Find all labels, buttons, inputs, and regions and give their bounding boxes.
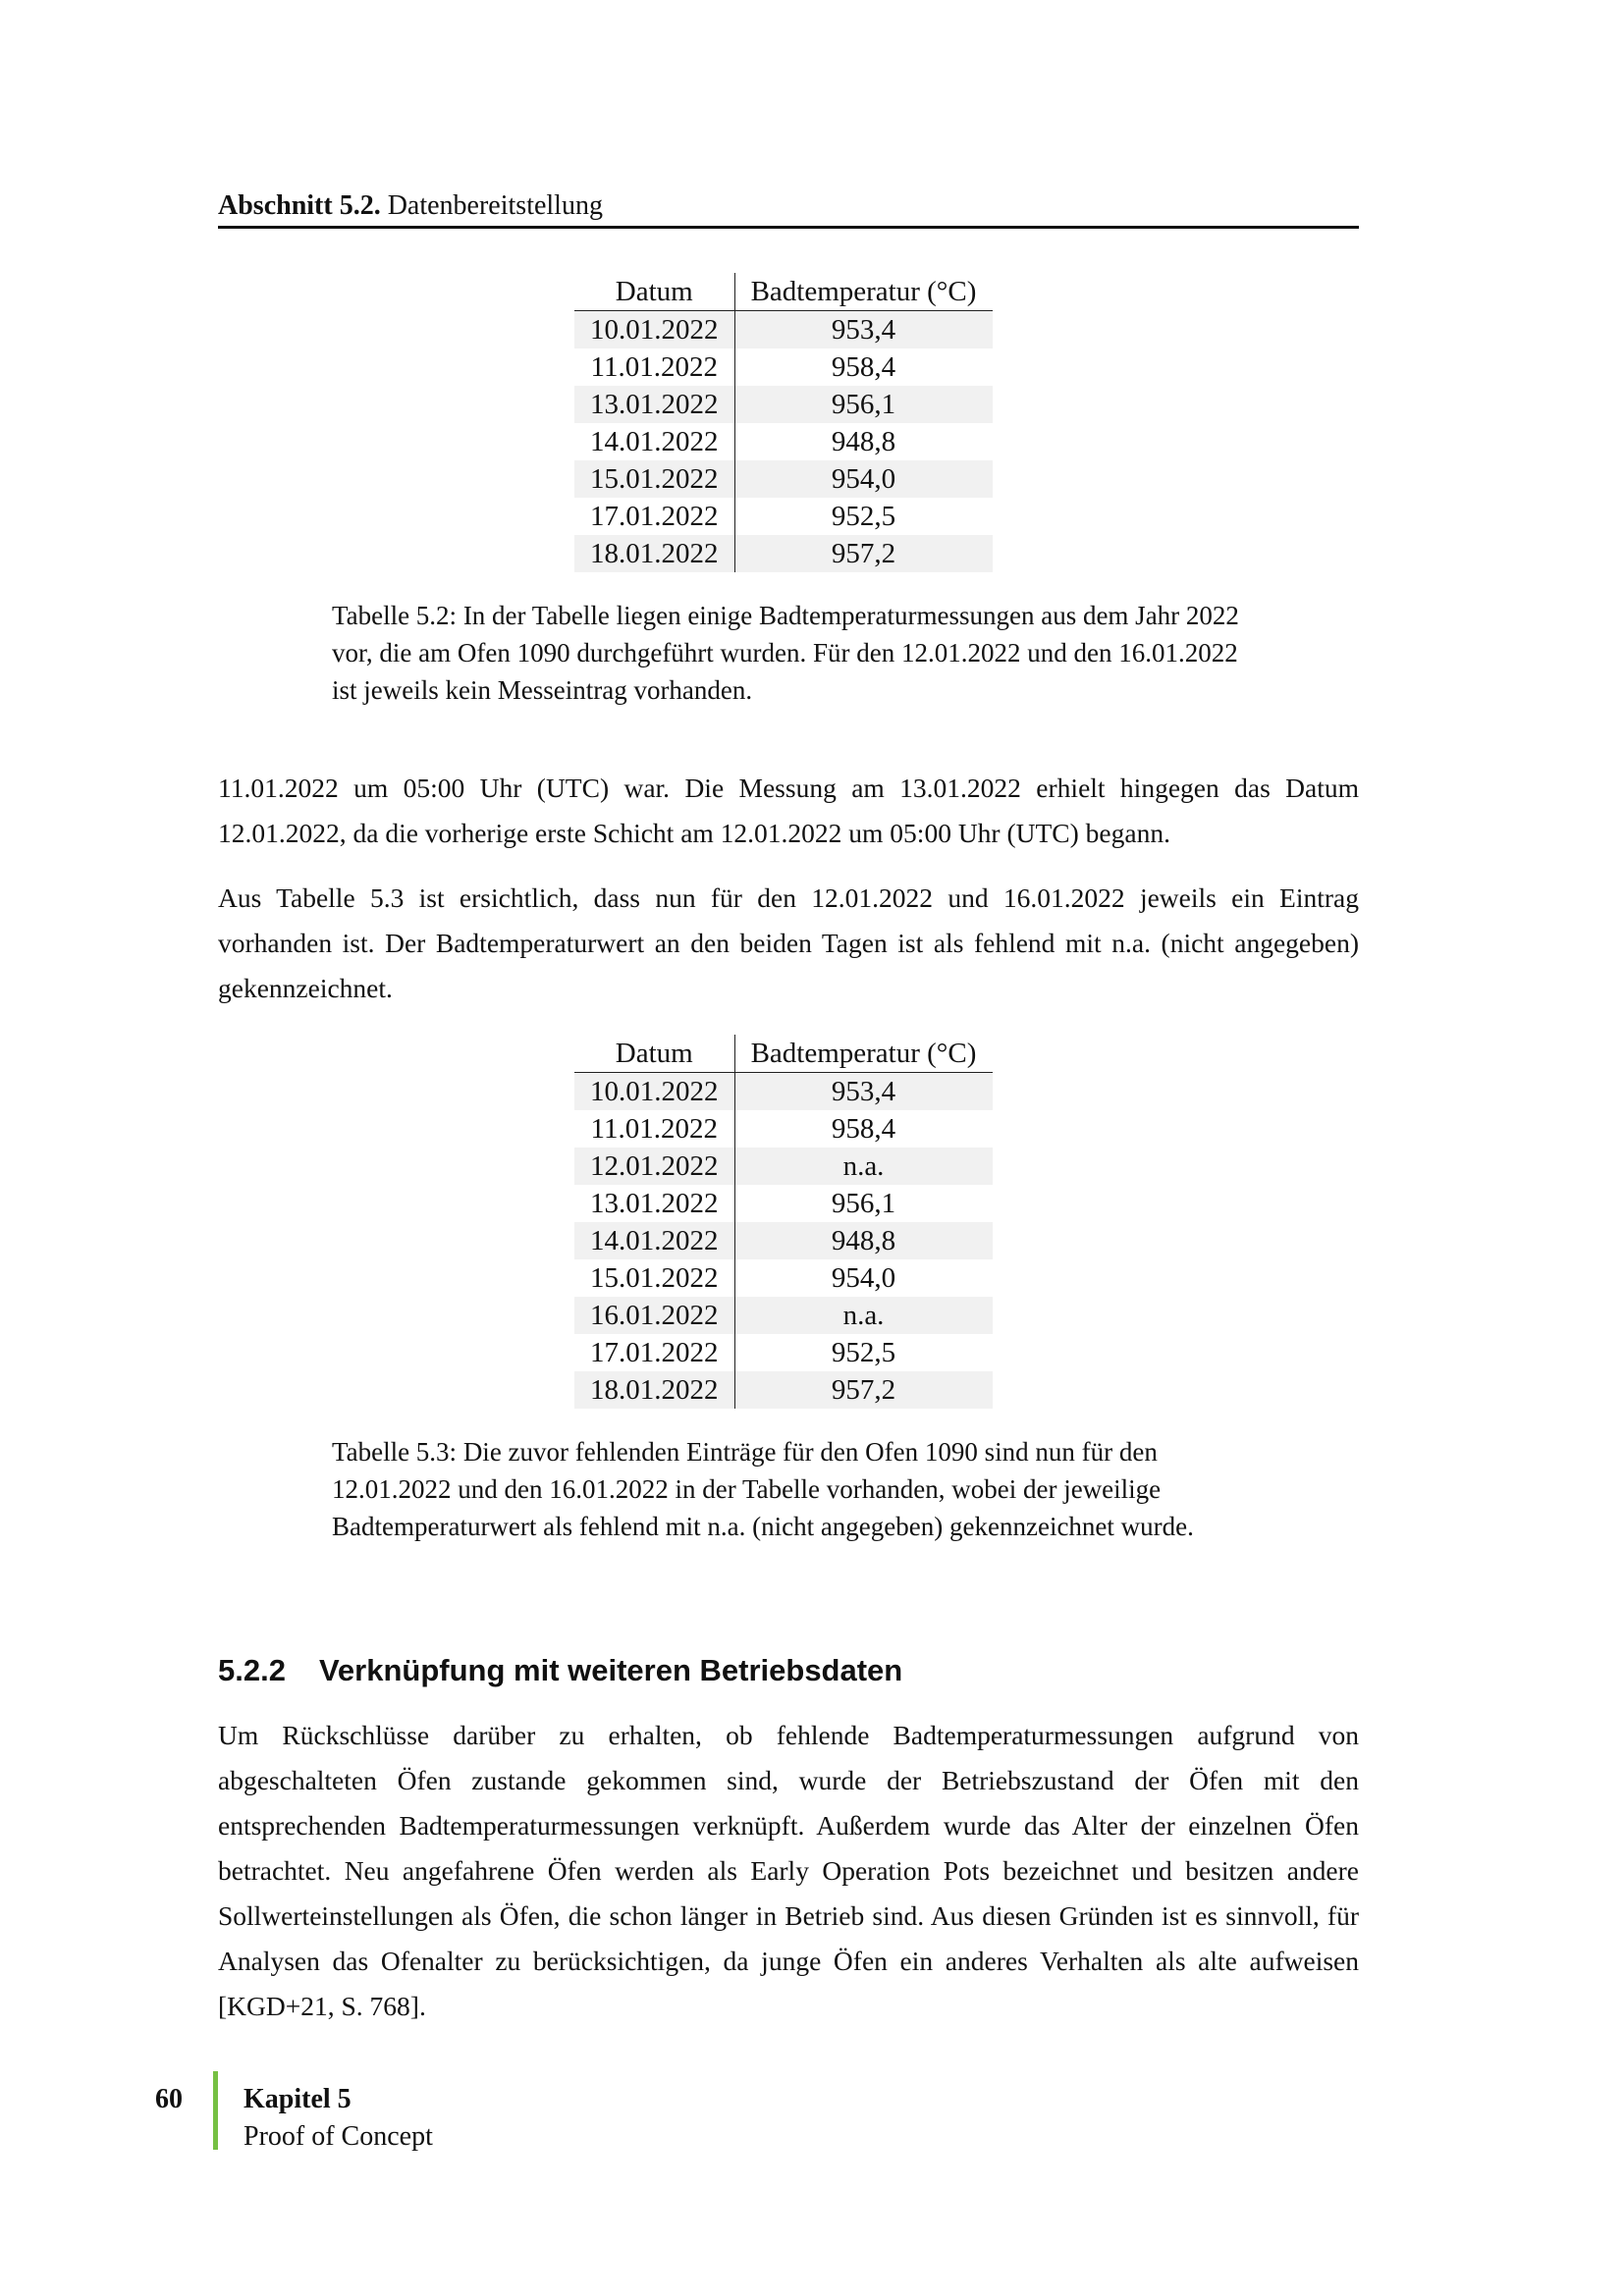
date-cell: 18.01.2022 xyxy=(574,1371,734,1409)
temperature-cell: 952,5 xyxy=(831,1337,896,1368)
temperature-cell: 958,4 xyxy=(831,351,896,383)
date-cell: 14.01.2022 xyxy=(574,1222,734,1259)
date-cell: 17.01.2022 xyxy=(574,1334,734,1371)
table-row xyxy=(574,1297,993,1334)
temperature-cell: 957,2 xyxy=(734,1371,993,1409)
paragraph: Aus Tabelle 5.3 ist ersichtlich, dass nun für den 12.01.2022 und 16.01.2022 jeweils ein Eintrag vorhanden ist. Der Badtemperaturwert an den beiden Tagen ist als fehlend mit n.a. (nicht angegeben) gekennzeichnet. xyxy=(218,882,1359,1003)
heading-title: Verknüpfung mit weiteren Betriebsdaten xyxy=(318,1653,903,1687)
date-cell: 16.01.2022 xyxy=(574,1297,734,1334)
date-cell: 15.01.2022 xyxy=(574,460,734,498)
table-5-2-caption: Tabelle 5.2: In der Tabelle liegen einige Badtemperaturmessungen aus dem Jahr 2022 vor, die am Ofen 1090 durchgeführt wurden. Für den 12.01.2022 und den 16.01.2022 ist jeweils kein Messeintrag vorhanden. xyxy=(332,601,1239,705)
paragraph: Um Rückschlüsse darüber zu erhalten, ob fehlende Badtemperaturmessungen aufgrund von abgeschalteten Öfen zustande gekommen sind, wurde der Betriebszustand der Öfen mit den entsprechenden Badtemperaturmessungen verknüpft. Außerdem wurde das Alter der einzelnen Öfen betrachtet. Neu angefahrene Öfen werden als Early Operation Pots bezeichnet und besitzen andere Sollwerteinstellungen als Öfen, die schon länger in Betrieb sind. Aus diesen Gründen ist es sinnvoll, für Analysen das Ofenalter zu berücksichtigen, da junge Öfen ein anderes Verhalten als alte aufweisen [KGD+21, S. 768]. xyxy=(218,1720,1359,2021)
header-cell: Datum xyxy=(574,1035,734,1073)
table-row xyxy=(574,1334,993,1371)
date-cell: 13.01.2022 xyxy=(574,1185,734,1222)
table-row xyxy=(574,423,993,460)
table-header-row xyxy=(574,273,993,311)
paragraph: 11.01.2022 um 05:00 Uhr (UTC) war. Die Messung am 13.01.2022 erhielt hingegen das Datum 12.01.2022, da die vorherige erste Schicht am 12.01.2022 um 05:00 Uhr (UTC) begann. xyxy=(218,773,1359,848)
temperature-cell: 956,1 xyxy=(734,386,993,423)
date-cell: 10.01.2022 xyxy=(574,311,734,349)
table-row xyxy=(574,1185,993,1222)
table-row xyxy=(574,1110,993,1148)
table-row xyxy=(574,1259,993,1297)
page-number: 60 xyxy=(155,2084,183,2114)
table-row xyxy=(574,535,993,572)
footer-chapter xyxy=(244,2081,433,2156)
date-cell: 15.01.2022 xyxy=(574,1259,734,1297)
date-cell: 13.01.2022 xyxy=(574,386,734,423)
temperature-cell: 954,0 xyxy=(831,1262,896,1294)
running-header xyxy=(218,190,1359,229)
table-5-2 xyxy=(574,273,993,572)
date-cell: 18.01.2022 xyxy=(574,535,734,572)
temperature-cell: 954,0 xyxy=(734,460,993,498)
date-cell: 11.01.2022 xyxy=(574,1110,734,1148)
table-row xyxy=(574,386,993,423)
date-cell: 12.01.2022 xyxy=(574,1148,734,1185)
table-row xyxy=(574,348,993,386)
table-row xyxy=(574,1222,993,1259)
chapter-title: Proof of Concept xyxy=(244,2121,433,2152)
date-cell: 11.01.2022 xyxy=(574,348,734,386)
section-title: Datenbereitstellung xyxy=(387,190,603,221)
section-heading xyxy=(218,1653,936,1688)
chapter-label: Kapitel 5 xyxy=(244,2084,352,2114)
header-cell: Badtemperatur (°C) xyxy=(734,273,993,311)
temperature-cell: 948,8 xyxy=(734,1222,993,1259)
table-row xyxy=(574,311,993,349)
temperature-cell: 953,4 xyxy=(734,1073,993,1111)
temperature-cell: 956,1 xyxy=(831,1188,896,1219)
table-row xyxy=(574,1371,993,1409)
table-row xyxy=(574,1073,993,1111)
table-5-3-caption: Tabelle 5.3: Die zuvor fehlenden Einträge für den Ofen 1090 sind nun für den 12.01.2022 und den 16.01.2022 in der Tabelle vorhanden, wobei der jeweilige Badtemperaturwert als fehlend mit n.a. (nicht angegeben) gekennzeichnet wurde. xyxy=(332,1437,1194,1541)
temperature-cell: n.a. xyxy=(734,1297,993,1334)
section-label: Abschnitt 5.2. xyxy=(218,190,381,221)
temperature-cell: n.a. xyxy=(734,1148,993,1185)
table-5-3 xyxy=(574,1035,993,1409)
heading-number: 5.2.2 xyxy=(218,1653,286,1687)
temperature-cell: 957,2 xyxy=(734,535,993,572)
table-row xyxy=(574,498,993,535)
body-text-2 xyxy=(218,1713,1359,2049)
body-text-1 xyxy=(218,766,1359,1031)
footer-accent-bar xyxy=(213,2071,218,2150)
date-cell: 10.01.2022 xyxy=(574,1073,734,1111)
temperature-cell: 958,4 xyxy=(831,1113,896,1145)
header-cell: Badtemperatur (°C) xyxy=(734,1035,993,1073)
date-cell: 14.01.2022 xyxy=(574,423,734,460)
header-cell: Datum xyxy=(574,273,734,311)
temperature-cell: 953,4 xyxy=(734,311,993,349)
temperature-cell: 948,8 xyxy=(831,426,896,457)
temperature-cell: 952,5 xyxy=(831,501,896,532)
table-row xyxy=(574,1148,993,1185)
date-cell: 17.01.2022 xyxy=(574,498,734,535)
table-header-row xyxy=(574,1035,993,1073)
table-row xyxy=(574,460,993,498)
